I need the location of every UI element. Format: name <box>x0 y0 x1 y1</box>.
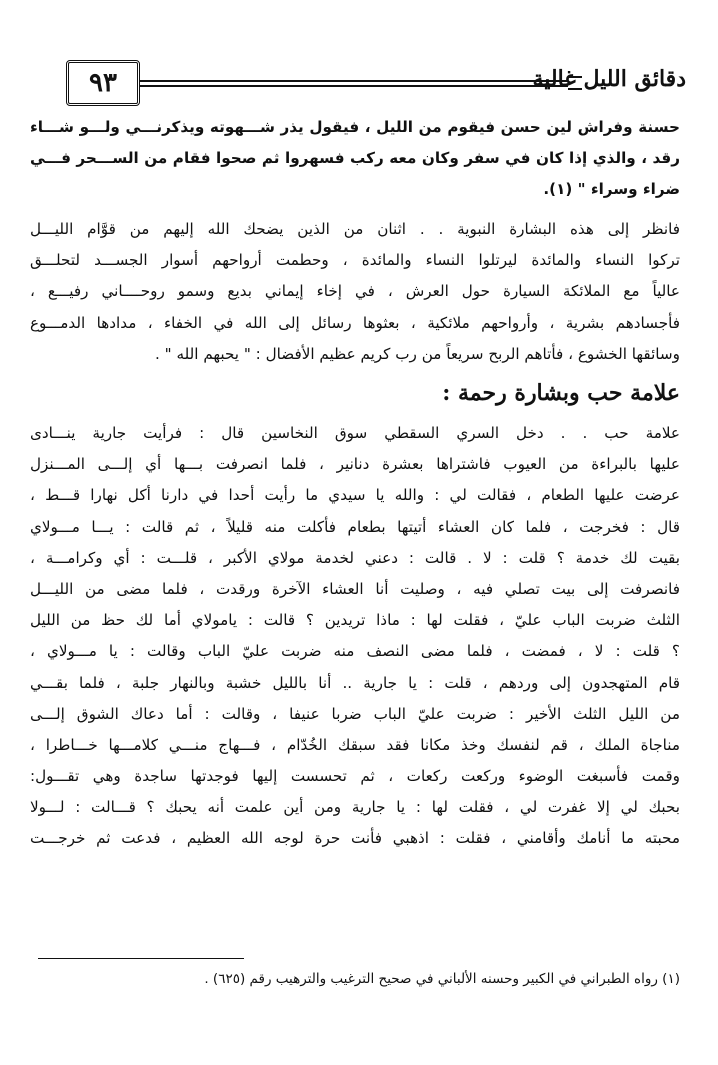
text-line: رقد ، والذي إذا كان في سفر وكان معه ركب فسهروا ثم صحوا فقام من الســـحر فـــي <box>30 149 680 168</box>
text-line: عليها بالبراءة من العيوب فاشتراها بعشرة دنانير ، فلما انصرفت بـــها أي إلـــى المـــنزل <box>30 455 680 474</box>
text-line: قال : فخرجت ، فلما كان العشاء أتيتها بطعام فأكلت منه قليلاً ، ثم قالت : يـــا مـــولاي <box>30 517 680 536</box>
footnote-divider <box>38 958 244 959</box>
header-rule <box>134 80 568 87</box>
page-header <box>66 60 686 104</box>
text-line: ؟ قلت : لا ، فمضت ، فلما مضى النصف منه ضربت عليّ الباب وقالت : يا مـــولاي ، <box>30 642 680 661</box>
text-line: فانظر إلى هذه البشارة النبوية . . اثنان من الذين يضحك الله إليهم من قوَّام الليـــل <box>30 220 680 238</box>
text-line: عرضت عليها الطعام ، فقالت لي : والله يا سيدي ما رأيت أحدا في دارنا أكل نهارا قـــط ، <box>30 486 680 505</box>
text-line: ضراء وسراء " (١). <box>543 180 680 199</box>
text-line: قام المتهجدون إلى وردهم ، قلت : يا جارية .. أنا بالليل خشبة وبالنهار جلبة ، فلما بقـــي <box>30 673 680 692</box>
text-line: فأجسادهم بشرية ، وأرواحهم ملائكية ، بعثوها رسائل إلى الله في الخفاء ، مدادها الدمـــوع <box>30 313 680 332</box>
paragraph-story <box>30 418 680 855</box>
section-heading: علامة حب وبشارة رحمة : <box>442 380 680 406</box>
text-line: من الليل الثلث الأخير : ضربت عليّ الباب ضربا عنيفا ، وقالت : أما دعاك الشوق إلـــى <box>30 704 680 723</box>
text-line: محبته ما أنامك وأقامني ، فقلت : اذهبي فأنت حرة لوجه الله العظيم ، فدعت ثم خرجـــت <box>30 829 680 848</box>
paragraph-hadith-end <box>30 112 680 206</box>
text-line: فانصرفت إلى بيت تصلي فيه ، وصليت أنا العشاء الآخرة ورقدت ، فلما مضى من الليـــل <box>30 579 680 598</box>
text-line: وقمت فأسبغت الوضوء وركعت ركعات ، ثم تحسست إليها فوجدتها ساجدة وهي تقـــول: <box>30 767 680 786</box>
paragraph-commentary <box>30 214 680 370</box>
text-line: بقيت لك خدمة ؟ قلت : لا . قالت : دعني لخدمة مولاي الأكبر ، قلـــت : أي وكرامـــة ، <box>30 548 680 567</box>
text-line: مناجاة الملك ، قم لنفسك وخذ مكانا فقد سبقك الخُدّام ، فـــهاج منـــي كلامـــها خـــاطرا ، <box>30 735 680 754</box>
page-number: ٩٣ <box>66 60 140 106</box>
text-line: بحبك لي إلا غفرت لي ، فقلت لها : يا جارية ومن أين علمت أنه يحبك ؟ قـــالت : لـــولا <box>30 798 680 817</box>
text-line: وسائقها الخشوع ، فأتاهم الربح سريعاً من رب كريم عظيم الأفضال : " يحبهم الله " . <box>155 344 680 363</box>
header-rule-ornament <box>568 76 582 90</box>
running-title: دقائق الليل غالية <box>532 66 686 92</box>
text-line: عالياً مع الملائكة السيارة حول العرش ، في إخاء إيماني بديع وسمو روحــــاني رفيـــع ، <box>30 282 680 301</box>
text-line: الثلث ضربت الباب عليّ ، فقلت لها : ماذا تريدين ؟ قالت : يامولاي أما لك حظ من الليل <box>30 611 680 630</box>
text-line: علامة حب . . دخل السري السقطي سوق النخاسين قال : فرأيت جارية ينـــادى <box>30 424 680 442</box>
footnote: (١) رواه الطبراني في الكبير وحسنه الألباني في صحيح الترغيب والترهيب رقم (٦٢٥) . <box>204 971 680 987</box>
text-line: حسنة وفراش لين حسن فيقوم من الليل ، فيقول يذر شـــهوته ويذكرنـــي ولـــو شـــاء <box>30 118 680 136</box>
text-line: تركوا النساء والمائدة ليرتلوا النساء والمائدة ، وحطمت أرواحهم أسوار الجســـد لتحلـــق <box>30 251 680 270</box>
